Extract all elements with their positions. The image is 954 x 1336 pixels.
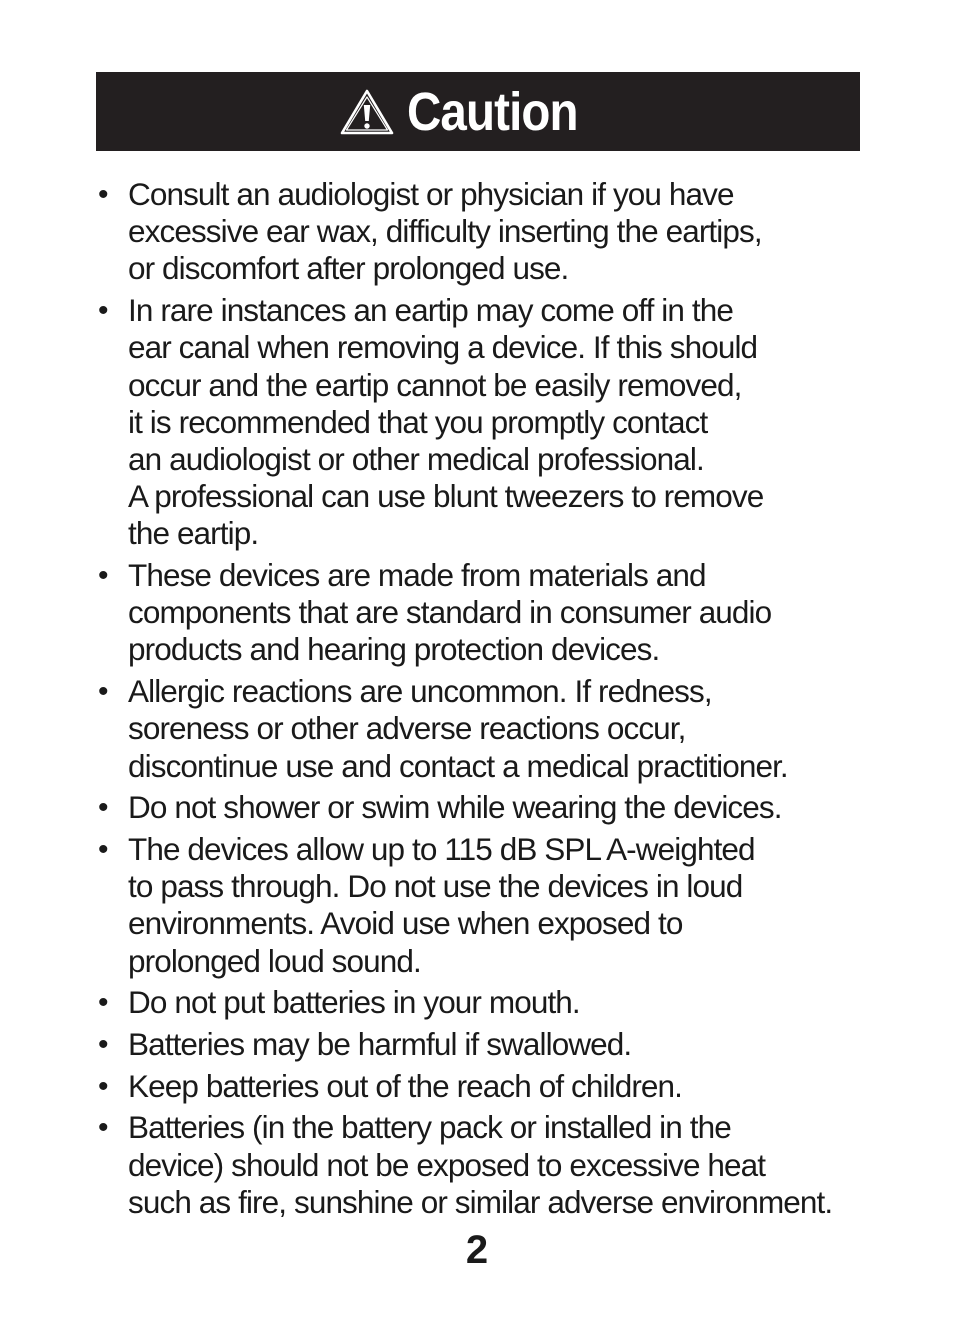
caution-item-text: Keep batteries out of the reach of children. [128, 1067, 683, 1104]
caution-item [96, 176, 876, 288]
caution-item-text: Batteries may be harmful if swallowed. [128, 1025, 632, 1062]
caution-item-text: Consult an audiologist or physician if you have excessive ear wax, difficulty inserting the eartips, or discomfort after prolonged use. [128, 176, 762, 287]
bullet: • [98, 1027, 108, 1061]
caution-item [96, 673, 876, 785]
caution-item [96, 984, 876, 1021]
bullet: • [98, 178, 108, 211]
caution-item [96, 1068, 876, 1105]
page-number: 2 [465, 1228, 489, 1272]
caution-item [96, 1109, 876, 1221]
bullet: • [98, 986, 108, 1020]
caution-list [96, 176, 876, 1225]
bullet: • [98, 1111, 108, 1145]
caution-item [96, 557, 876, 669]
caution-item [96, 1026, 876, 1063]
caution-item-text: In rare instances an eartip may come off in the ear canal when removing a device. If this should occur and the eartip cannot be easily removed, it is recommended that you promptly contact an audiologist or other medical professional. A professional can use blunt tweezers to remove the eartip. [128, 292, 764, 552]
caution-item [96, 831, 876, 980]
bullet: • [98, 294, 108, 328]
bullet: • [98, 675, 108, 709]
bullet: • [98, 832, 108, 866]
caution-banner [96, 72, 860, 151]
caution-item-text: Do not put batteries in your mouth. [128, 984, 580, 1021]
caution-item [96, 292, 876, 552]
caution-item-text: Allergic reactions are uncommon. If redness, soreness or other adverse reactions occur, discontinue use and contact a medical practitioner. [128, 673, 788, 784]
bullet: • [98, 559, 108, 593]
caution-item-text: The devices allow up to 115 dB SPL A-weighted to pass through. Do not use the devices in loud environments. Avoid use when exposed to prolonged loud sound. [128, 830, 755, 979]
bullet: • [98, 791, 108, 825]
bullet: • [98, 1069, 108, 1103]
warning-triangle-icon [339, 88, 395, 136]
caution-heading [339, 81, 601, 142]
caution-item [96, 789, 876, 826]
caution-item-text: Batteries (in the battery pack or installed in the device) should not be exposed to excessive heat such as fire, sunshine or similar adverse environment. [128, 1109, 833, 1220]
caution-title: Caution [407, 81, 578, 142]
caution-item-text: Do not shower or swim while wearing the devices. [128, 789, 782, 826]
caution-item-text: These devices are made from materials and components that are standard in consumer audio products and hearing protection devices. [128, 557, 772, 668]
